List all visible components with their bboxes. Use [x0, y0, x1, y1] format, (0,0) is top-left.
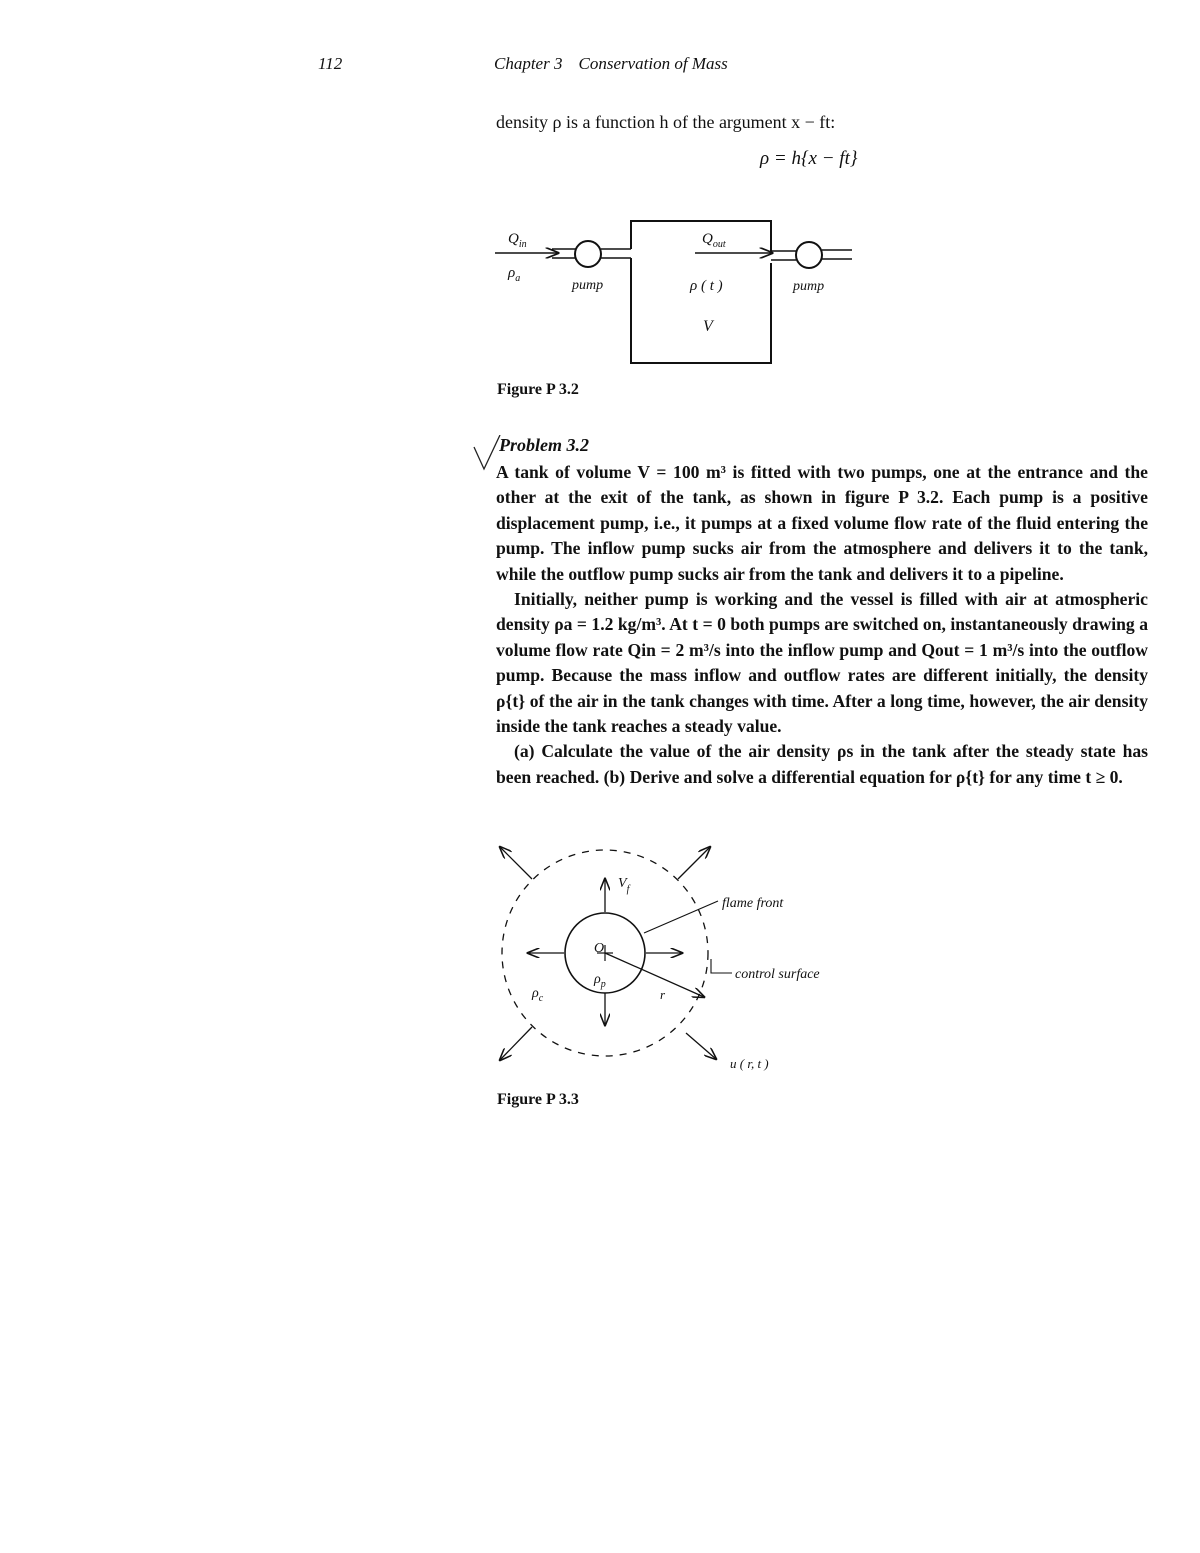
- outer-arrow-se: [686, 1033, 716, 1059]
- figure-p3-2-diagram: [490, 205, 870, 375]
- right-pump-label: pump: [793, 279, 825, 294]
- vf-label: V: [618, 876, 627, 891]
- outer-arrow-ne: [678, 847, 710, 879]
- svg-text:Qout: [702, 231, 726, 250]
- velocity-label: u ( r, t ): [730, 1056, 769, 1071]
- problem-paragraph-1: A tank of volume V = 100 m³ is fitted with two pumps, one at the entrance and the other at the exit of the tank, as shown in figure P 3.2. Each pump is a positive displacement pump, i.e., it pumps at a fixed volume flow rate of the fluid entering the pump. The inflow pump sucks air from the atmosphere and delivers it to the tank, while the outflow pump sucks air from the tank and delivers it to a pipeline.: [496, 462, 1148, 584]
- rho-a-label: ρ: [508, 265, 516, 281]
- control-surface-label: control surface: [735, 967, 820, 982]
- svg-text:ρa: [507, 265, 520, 284]
- right-pump-circle: [796, 242, 822, 268]
- figure-p3-2-caption: Figure P 3.2: [497, 381, 579, 398]
- density-equation: ρ = h{x − ft}: [760, 148, 858, 169]
- chapter-title: Conservation of Mass: [578, 54, 728, 73]
- svg-text:ρc: [531, 986, 544, 1004]
- q-out-label: Q: [702, 231, 713, 247]
- tank-density-label: ρ ( t ): [690, 278, 723, 294]
- left-pump-circle: [575, 241, 601, 267]
- running-head: [494, 54, 728, 74]
- svg-text:Vf: [618, 876, 631, 895]
- left-pump-label: pump: [572, 278, 604, 293]
- figure-p3-3-diagram: [490, 835, 850, 1080]
- intro-text: density ρ is a function h of the argument x − ft:: [496, 112, 836, 132]
- rho-c-subscript: c: [538, 993, 544, 1004]
- tank-volume-label: V: [703, 318, 713, 335]
- svg-text:ρp: [593, 972, 606, 990]
- q-in-label: Q: [508, 231, 519, 247]
- q-out-subscript: out: [712, 239, 726, 250]
- figure-p3-3-caption: Figure P 3.3: [497, 1091, 579, 1108]
- page-number: 112: [318, 54, 343, 73]
- problem-paragraph-3: (a) Calculate the value of the air density ρs in the tank after the steady state has been reached. (b) Derive and solve a differential equation for ρ{t} for any time t ≥ 0.: [496, 741, 1148, 787]
- problem-body: [496, 460, 1148, 790]
- svg-text:Qin: [508, 231, 527, 250]
- problem-paragraph-2: Initially, neither pump is working and the vessel is filled with air at atmospheric density ρa = 1.2 kg/m³. At t = 0 both pumps are switched on, instantaneously drawing a volume flow rate Qin = 2 m³/s into the inflow pump and Qout = 1 m³/s into the outflow pump. Because the mass inflow and outflow rates are different initially, the density ρ{t} of the air in the tank changes with time. After a long time, however, the air density inside the tank reaches a steady value.: [496, 589, 1148, 737]
- q-in-subscript: in: [518, 239, 527, 250]
- vf-subscript: f: [626, 884, 630, 895]
- rho-c-label: ρ: [532, 986, 539, 1001]
- rho-p-label: ρ: [594, 972, 601, 987]
- control-surface-leader: [711, 959, 732, 973]
- outer-arrow-sw: [500, 1027, 532, 1060]
- chapter-number: Chapter 3: [494, 54, 563, 73]
- rho-p-subscript: p: [600, 979, 606, 990]
- origin-label: O: [594, 941, 605, 956]
- flame-front-leader: [644, 901, 718, 933]
- outer-arrow-nw: [500, 847, 532, 879]
- rho-a-subscript: a: [515, 273, 521, 284]
- radius-label: r: [660, 987, 666, 1002]
- problem-title: Problem 3.2: [499, 435, 589, 455]
- flame-front-label: flame front: [722, 896, 784, 911]
